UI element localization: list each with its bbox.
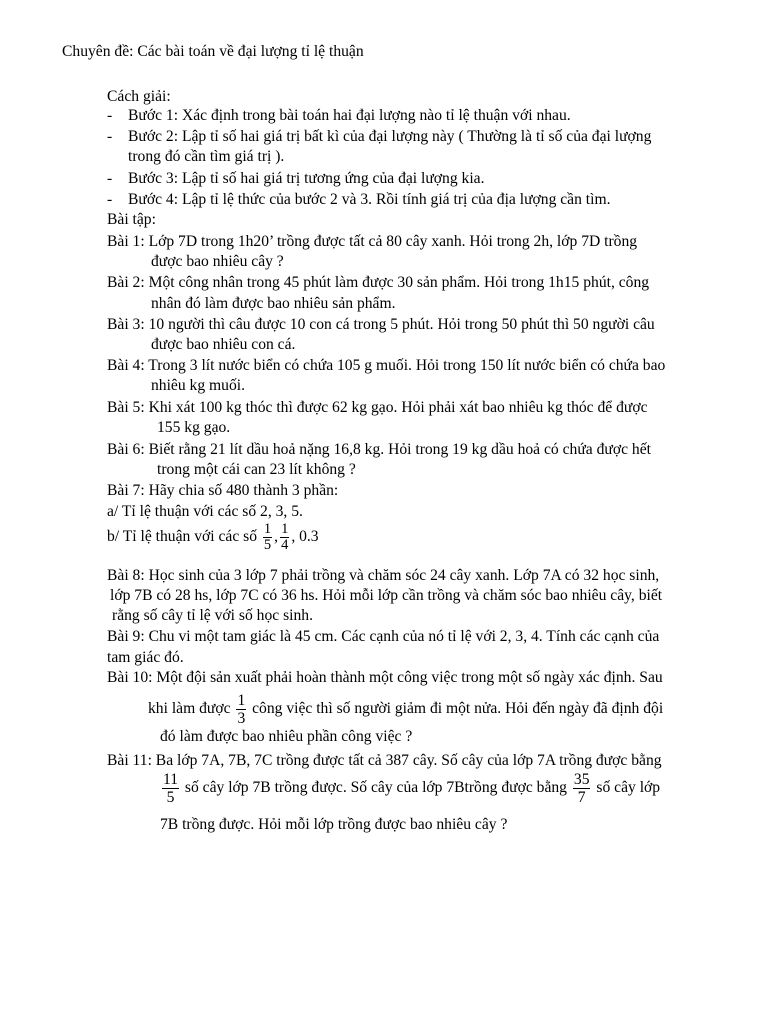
exercise-3-line-2: được bao nhiêu con cá. bbox=[151, 336, 296, 353]
document-title: Chuyên đề: Các bài toán về đại lượng tỉ lệ thuận bbox=[62, 43, 364, 60]
exercise-2-line-2: nhân đó làm được bao nhiêu sản phẩm. bbox=[151, 295, 396, 312]
fraction-denominator: 7 bbox=[577, 789, 586, 806]
step-bullet: - bbox=[107, 107, 113, 124]
fraction-thirty-five-sevenths bbox=[573, 771, 591, 806]
exercise-7-line-1: Bài 7: Hãy chia số 480 thành 3 phần: bbox=[107, 482, 339, 499]
fraction-numerator: 1 bbox=[263, 521, 272, 537]
fraction-separator: , bbox=[274, 528, 279, 546]
exercise-9-line-2: tam giác đó. bbox=[107, 649, 184, 666]
line-text: khi làm được bbox=[148, 700, 231, 718]
fraction-numerator: 1 bbox=[281, 521, 289, 537]
step-3 bbox=[107, 169, 485, 190]
part-b-suffix: , 0.3 bbox=[291, 528, 319, 546]
fraction-numerator: 1 bbox=[237, 692, 246, 709]
exercise-9-line-1: Bài 9: Chu vi một tam giác là 45 cm. Các cạnh của nó tỉ lệ với 2, 3, 4. Tính các cạnh của bbox=[107, 628, 660, 645]
step-text: Bước 3: Lập tỉ số hai giá trị tương ứng của đại lượng kia. bbox=[128, 170, 485, 187]
exercise-10-line-1: Bài 10: Một đội sản xuất phải hoàn thành một công việc trong một số ngày xác định. Sau bbox=[107, 669, 663, 686]
fraction-one-quarter bbox=[280, 522, 289, 553]
line-text: số cây lớp bbox=[596, 779, 661, 797]
exercise-8-line-2: lớp 7B có 28 hs, lớp 7C có 36 hs. Hỏi mỗi lớp cần trồng và chăm sóc bao nhiêu cây, biết bbox=[110, 587, 663, 604]
step-text: Bước 1: Xác định trong bài toán hai đại lượng nào tỉ lệ thuận với nhau. bbox=[128, 107, 571, 124]
exercise-3-line-1: Bài 3: 10 người thì câu được 10 con cá trong 5 phút. Hỏi trong 50 phút thì 50 người câu bbox=[107, 316, 655, 333]
fraction-denominator: 4 bbox=[281, 537, 289, 553]
exercise-8-line-1: Bài 8: Học sinh của 3 lớp 7 phải trồng và chăm sóc 24 cây xanh. Lớp 7A có 32 học sinh, bbox=[107, 567, 660, 584]
step-text: Bước 4: Lập tỉ lệ thức của bước 2 và 3. Rồi tính giá trị của địa lượng cần tìm. bbox=[128, 191, 611, 208]
part-b-text: b/ Tỉ lệ thuận với các số bbox=[107, 528, 257, 546]
fraction-numerator: 35 bbox=[573, 771, 590, 788]
exercise-7-part-b bbox=[107, 522, 319, 553]
step-2 bbox=[107, 127, 651, 148]
step-text: Bước 2: Lập tỉ số hai giá trị bất kì của đại lượng này ( Thường là tỉ số của đại lượng bbox=[128, 128, 652, 145]
exercise-4-line-2: nhiêu kg muối. bbox=[151, 377, 245, 394]
fraction-denominator: 5 bbox=[263, 537, 272, 553]
exercise-4-line-1: Bài 4: Trong 3 lít nước biển có chứa 105 g muối. Hỏi trong 150 lít nước biển có chứa bao bbox=[107, 357, 666, 374]
exercise-11-line-1: Bài 11: Ba lớp 7A, 7B, 7C trồng được tất cả 387 cây. Số cây của lớp 7A trồng được bằng bbox=[107, 752, 662, 769]
fraction-numerator: 11 bbox=[163, 771, 179, 788]
exercises-heading: Bài tập: bbox=[107, 211, 156, 228]
fraction-denominator: 5 bbox=[166, 789, 175, 806]
line-text: công việc thì số người giảm đi một nửa. Hỏi đến ngày đã định đội bbox=[252, 700, 664, 718]
exercise-2-line-1: Bài 2: Một công nhân trong 45 phút làm được 30 sản phẩm. Hỏi trong 1h15 phút, công bbox=[107, 274, 650, 291]
method-heading: Cách giải: bbox=[107, 88, 171, 105]
exercise-5-line-1: Bài 5: Khi xát 100 kg thóc thì được 62 kg gạo. Hỏi phải xát bao nhiêu kg thóc để được bbox=[107, 399, 648, 416]
step-bullet: - bbox=[107, 128, 113, 145]
exercise-1-line-1: Bài 1: Lớp 7D trong 1h20’ trồng được tất cả 80 cây xanh. Hỏi trong 2h, lớp 7D trồng bbox=[107, 233, 638, 250]
exercise-6-line-1: Bài 6: Biết rằng 21 lít dầu hoả nặng 16,8 kg. Hỏi trong 19 kg dầu hoả có chứa được hết bbox=[107, 441, 651, 458]
fraction-one-fifth bbox=[263, 522, 272, 553]
exercise-10-line-2 bbox=[148, 692, 663, 727]
step-bullet: - bbox=[107, 170, 113, 187]
exercise-11-line-3: 7B trồng được. Hỏi mỗi lớp trồng được bao nhiêu cây ? bbox=[160, 816, 508, 833]
fraction-denominator: 3 bbox=[237, 710, 246, 727]
exercise-1-line-2: được bao nhiêu cây ? bbox=[151, 253, 284, 270]
exercise-6-line-2: trong một cái can 23 lít không ? bbox=[157, 461, 356, 478]
fraction-one-third bbox=[236, 692, 246, 727]
fraction-eleven-fifths bbox=[162, 771, 179, 806]
exercise-8-line-3: rằng số cây tỉ lệ với số học sinh. bbox=[112, 607, 313, 624]
step-4 bbox=[107, 190, 611, 211]
exercise-5-line-2: 155 kg gạo. bbox=[157, 419, 231, 436]
exercise-11-line-2 bbox=[160, 771, 660, 806]
step-1 bbox=[107, 106, 571, 127]
exercise-10-line-3: đó làm được bao nhiêu phần công việc ? bbox=[160, 728, 413, 745]
step-bullet: - bbox=[107, 191, 113, 208]
line-text: số cây lớp 7B trồng được. Số cây của lớp 7Btrồng được bằng bbox=[184, 779, 567, 797]
exercise-7-part-a: a/ Tỉ lệ thuận với các số 2, 3, 5. bbox=[107, 503, 303, 520]
step-2-continuation: trong đó cần tìm giá trị ). bbox=[128, 148, 285, 165]
